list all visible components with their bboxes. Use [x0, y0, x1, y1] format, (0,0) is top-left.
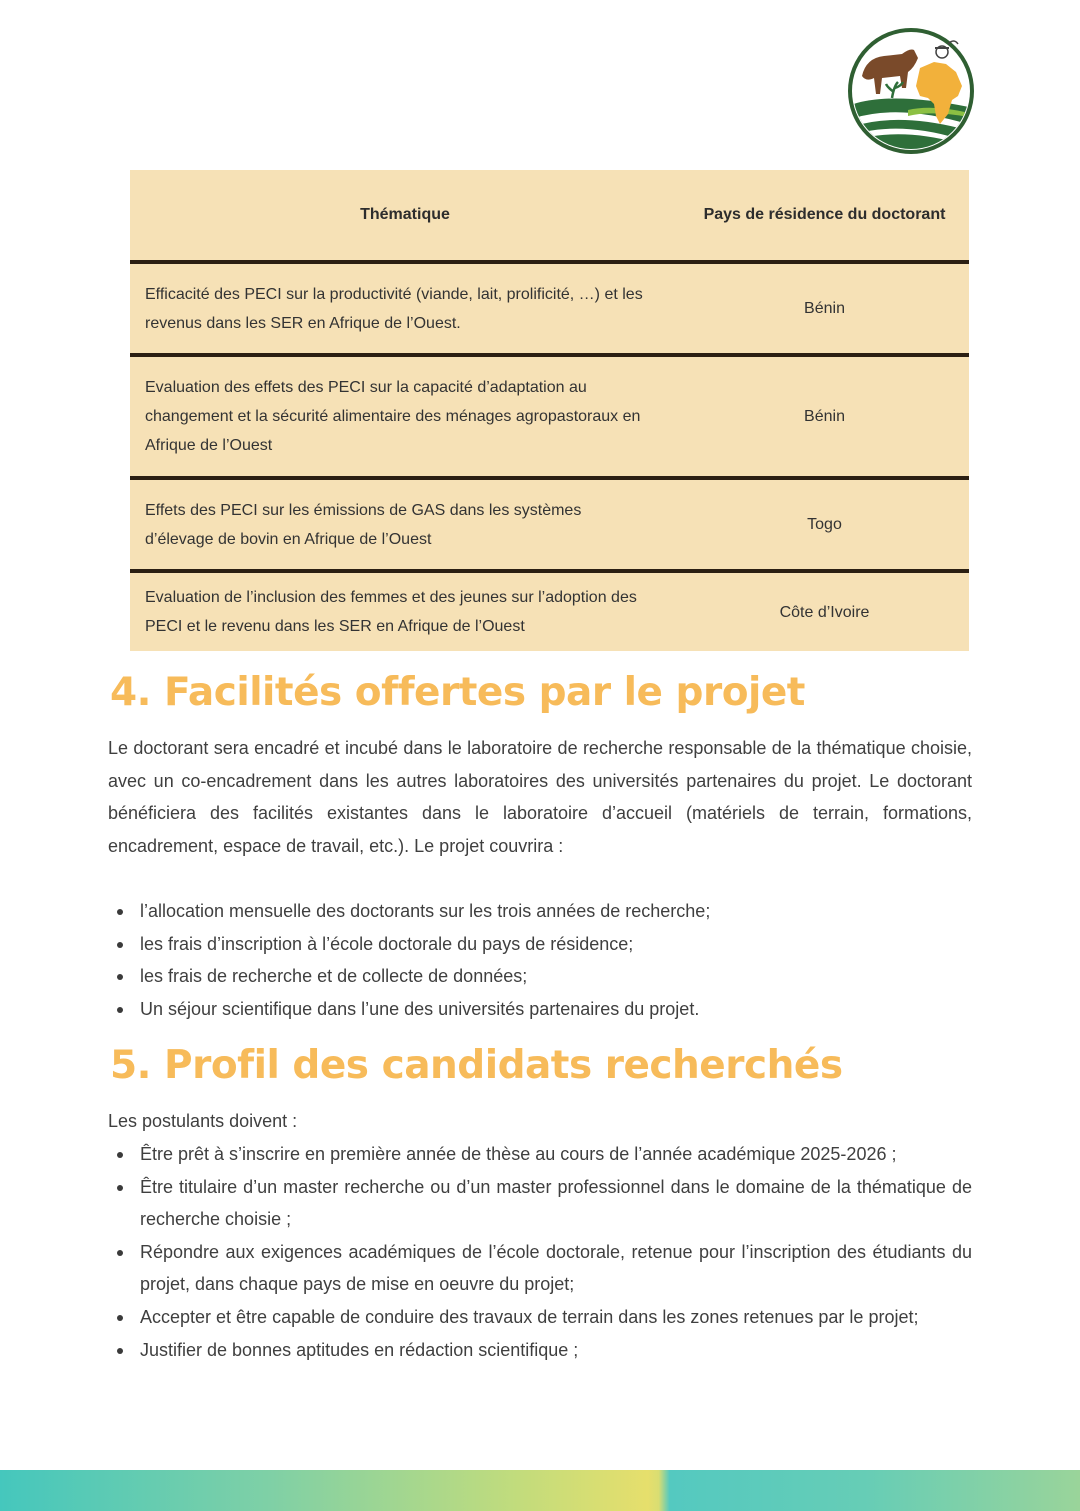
list-item: Être titulaire d’un master recherche ou d’un master professionnel dans le domaine de la thématique de recherche choisie ;	[108, 1171, 972, 1236]
farm-africa-logo-icon	[848, 28, 974, 154]
project-logo	[848, 28, 974, 154]
country-cell: Bénin	[680, 355, 969, 478]
list-item: Accepter et être capable de conduire des travaux de terrain dans les zones retenues par le projet;	[108, 1301, 972, 1334]
theme-cell: Effets des PECI sur les émissions de GAS dans les systèmes d’élevage de bovin en Afrique de l’Ouest	[130, 478, 680, 571]
country-cell: Togo	[680, 478, 969, 571]
table-row	[130, 571, 969, 651]
theme-cell: Efficacité des PECI sur la productivité (viande, lait, prolificité, …) et les revenus dans les SER en Afrique de l’Ouest.	[130, 262, 680, 355]
section-4-list	[108, 895, 972, 1025]
list-item: Un séjour scientifique dans l’une des universités partenaires du projet.	[108, 993, 972, 1026]
column-header-country: Pays de résidence du doctorant	[680, 170, 969, 262]
section-4-paragraph: Le doctorant sera encadré et incubé dans le laboratoire de recherche responsable de la thématique choisie, avec un co-encadrement dans les autres laboratoires des universités partenaires du projet. Le doctorant bénéficiera des facilités existantes dans le laboratoire d’accueil (matériels de terrain, formations, encadrement, espace de travail, etc.). Le projet couvrira :	[108, 738, 972, 856]
theme-cell: Evaluation des effets des PECI sur la capacité d’adaptation au changement et la sécurité alimentaire des ménages agropastoraux en Afrique de l’Ouest	[130, 355, 680, 478]
thematic-table	[130, 170, 969, 651]
list-item: l’allocation mensuelle des doctorants sur les trois années de recherche;	[108, 895, 972, 928]
list-item: les frais d’inscription à l’école doctorale du pays de résidence;	[108, 928, 972, 961]
footer-gradient-band	[0, 1470, 1080, 1511]
country-cell: Côte d’Ivoire	[779, 603, 870, 621]
list-item: Justifier de bonnes aptitudes en rédaction scientifique ;	[108, 1334, 972, 1367]
table-header-row	[130, 170, 969, 262]
section-5-intro: Les postulants doivent :	[108, 1111, 298, 1131]
list-item: les frais de recherche et de collecte de données;	[108, 960, 972, 993]
table-row	[130, 355, 969, 478]
column-header-theme: Thématique	[130, 170, 680, 262]
section-4-heading: 4. Facilités offertes par le projet	[110, 670, 805, 715]
country-cell: Bénin	[680, 262, 969, 355]
section-5-list	[108, 1138, 972, 1366]
section-5-heading: 5. Profil des candidats recherchés	[110, 1043, 843, 1088]
table-row	[130, 478, 969, 571]
theme-cell: Evaluation de l’inclusion des femmes et des jeunes sur l’adoption des PECI et le revenu dans les SER en Afrique de l’Ouest	[145, 589, 637, 635]
table-row	[130, 262, 969, 355]
list-item: Répondre aux exigences académiques de l’école doctorale, retenue pour l’inscription des étudiants du projet, dans chaque pays de mise en oeuvre du projet;	[108, 1236, 972, 1301]
list-item: Être prêt à s’inscrire en première année de thèse au cours de l’année académique 2025-2026 ;	[108, 1138, 972, 1171]
